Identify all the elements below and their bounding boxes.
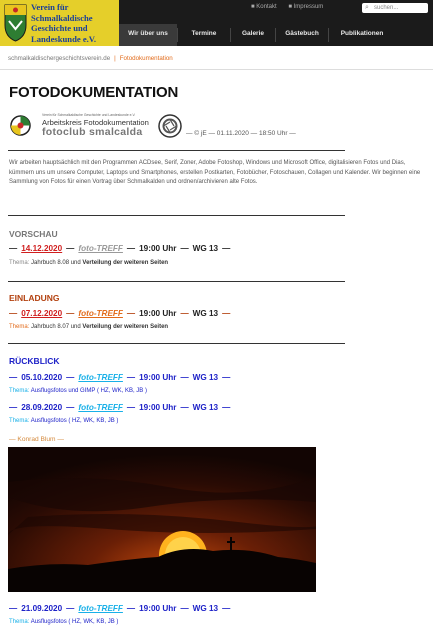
divider [8,215,345,216]
search-box[interactable] [362,3,428,13]
top-links [251,4,333,10]
rueckblick-event: — 21.09.2020 — foto-TREFF — 19:00 Uhr — WG 13 — [9,604,231,613]
vorschau-theme: Thema: Jahrbuch 8.08 und Verteilung der weiteren Seiten [9,260,169,266]
event-date: 07.12.2020 [21,309,63,318]
page-title: FOTODOKUMENTATION [9,84,179,101]
rueckblick-event: — 28.09.2020 — foto-TREFF — 19:00 Uhr — WG 13 — [9,403,231,412]
event-room: WG 13 [192,309,219,318]
author-credit: — Konrad Blum — [9,436,64,443]
divider [8,343,345,344]
breadcrumb-home[interactable]: schmalkaldischergeschichtsverein.de [8,55,111,62]
event-type: foto-TREFF [78,309,123,318]
nav-item-wir-ueber-uns[interactable]: Wir über uns [119,24,177,46]
event-time: 19:00 Uhr [139,244,177,253]
camera-aperture-icon [158,114,182,138]
club-name: fotoclub smalcalda [42,126,143,138]
rueckblick-theme: Thema: Ausflugsfotos und GIMP ( HZ, WK, KB, JB ) [9,388,147,394]
event-date: 14.12.2020 [21,244,63,253]
vorschau-heading: VORSCHAU [9,229,58,239]
einladung-theme: Thema: Jahrbuch 8.07 und Verteilung der weiteren Seiten [9,324,169,330]
event-room: WG 13 [192,244,219,253]
event-type: foto-TREFF [78,244,123,253]
crest-icon [3,3,28,43]
impressum-link[interactable]: ■ Impressum [288,4,324,10]
event-time: 19:00 Uhr [139,309,177,318]
divider [8,281,345,282]
einladung-heading: EINLADUNG [9,293,60,303]
nav-item-publikationen[interactable]: Publikationen [340,30,384,37]
nav-item-termine[interactable]: Termine [191,30,217,37]
breadcrumb [8,55,173,62]
club-logo-icon [10,115,31,136]
search-input[interactable]: suchen... [374,5,399,11]
intro-text: Wir arbeiten hauptsächlich mit den Programmen ACDsee, Serif, Zoner, Adobe Fotoshop, Windows und Microsoft Office, digitalisieren Fotos und Dias, kümmern uns um unsere Computer, Laptops und Smartphones, erstellen Postkarten, Fotobücher, Fotoschauen, Collagen und Kalender. Wir beginnen eine Sammlung von Fotos für einen Vortrag über Schmalkalden und ordnen/archivieren alte Fotos. [9,160,421,186]
main-nav [119,24,433,46]
nav-item-gaestebuch[interactable]: Gästebuch [285,30,319,37]
site-title: Verein für Schmalkaldische Geschichte und Landeskunde e.V. [31,2,97,44]
site-logo[interactable] [0,0,119,46]
vorschau-event: — 14.12.2020 — foto-TREFF — 19:00 Uhr — WG 13 — [9,244,231,253]
search-icon: ⌕ [365,4,369,11]
kontakt-link[interactable]: ■ Kontakt [251,4,277,10]
workgroup-name: Arbeitskreis Fotodokumentation [42,118,149,127]
nav-item-galerie[interactable]: Galerie [241,30,265,37]
association-name: Verein für Schmalkaldische Geschichte und Landeskunde e.V. [42,113,136,117]
einladung-event: — 07.12.2020 — foto-TREFF — 19:00 Uhr — WG 13 — [9,309,231,318]
rueckblick-theme: Thema: Ausflugsfotos ( HZ, WK, KB, JB ) [9,418,119,424]
rueckblick-heading: RÜCKBLICK [9,356,60,366]
rueckblick-event: — 05.10.2020 — foto-TREFF — 19:00 Uhr — WG 13 — [9,373,231,382]
rueckblick-theme: Thema: Ausflugsfotos ( HZ, WK, KB, JB ) [9,619,119,625]
divider [8,150,345,151]
divider [0,69,433,70]
sunset-photo[interactable] [8,447,316,592]
breadcrumb-separator: | [114,55,116,62]
breadcrumb-current: Fotodokumentation [119,55,173,62]
date-line: — © jE — 01.11.2020 — 18:50 Uhr — [186,130,296,137]
